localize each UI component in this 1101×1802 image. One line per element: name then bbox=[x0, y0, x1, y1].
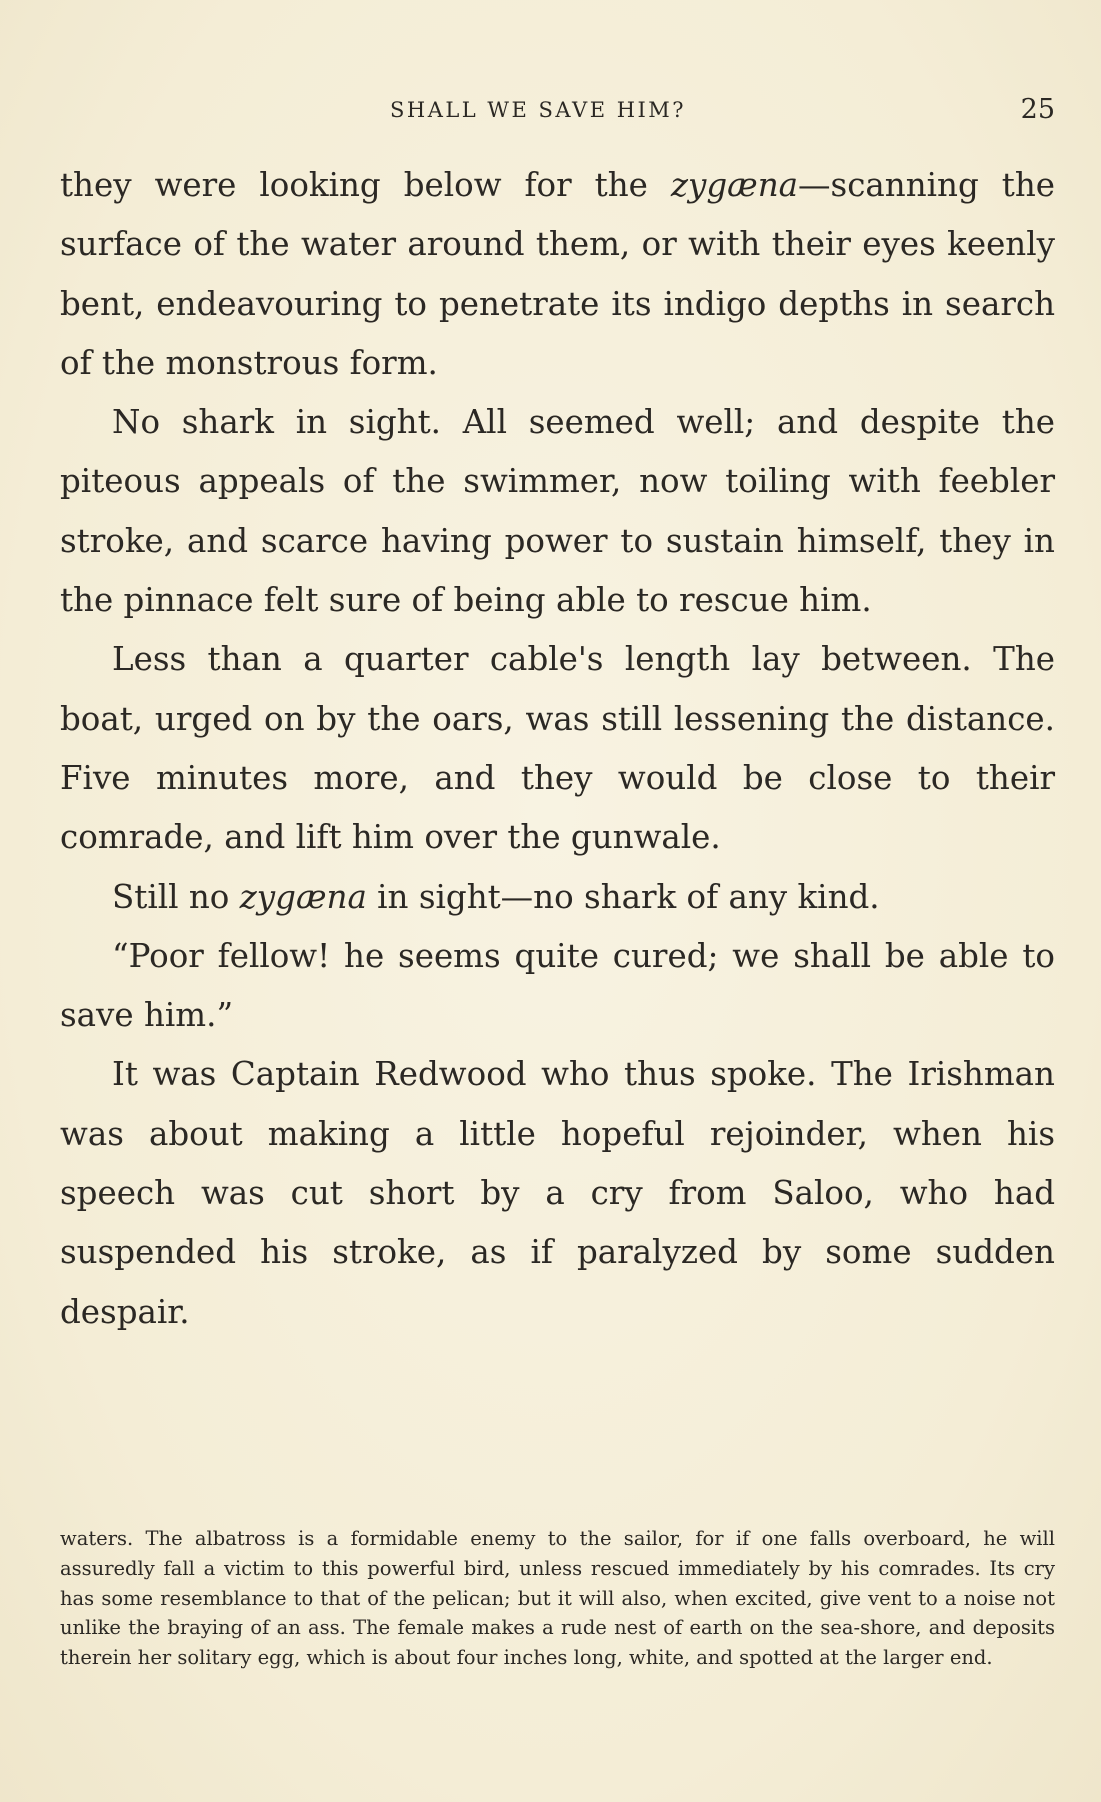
paragraph-6: It was Captain Redwood who thus spoke. The Irishman was about making a little hopeful rejoinder, when his speech was cut short by a cry from Saloo, who had suspended his stroke, as if paralyzed by some sudden despair. bbox=[60, 1055, 1055, 1331]
paragraph-2: No shark in sight. All seemed well; and despite the piteous appeals of the swimmer, now toiling with feebler stroke, and scarce having power to sustain himself, they in the pinnace felt sure of being able to rescue him. bbox=[60, 403, 1055, 620]
paragraph-1 bbox=[60, 156, 1055, 393]
paragraph-3: Less than a quarter cable's length lay between. The boat, urged on by the oars, was still lessening the distance. Five minutes more, and they would be close to their comrade, and lift him over the gunwale. bbox=[60, 640, 1055, 857]
paragraph-4-text-start: Still no bbox=[112, 877, 240, 916]
page-number: 25 bbox=[1020, 94, 1055, 125]
paragraph-5: “Poor fellow! he seems quite cured; we shall be able to save him.” bbox=[60, 936, 1055, 1035]
running-title: SHALL WE SAVE HIM? bbox=[390, 98, 687, 122]
page-header bbox=[60, 94, 1055, 130]
paragraph-1-text-end: —scanning the surface of the water around them, or with their eyes keenly bent, endeavouring to penetrate its indigo depths in search of the monstrous form. bbox=[60, 166, 1055, 382]
paragraph-1-text-start: they were looking below for the bbox=[60, 166, 671, 204]
italic-species-name: zygæna bbox=[670, 166, 799, 204]
footnote: waters. The albatross is a formidable enemy to the sailor, for if one falls overboard, he will assuredly fall a victim to this powerful bird, unless rescued immediately by his comrades. Its cry has some resemblance to that of the pelican; but it will also, when excited, give vent to a noise not unlike the braying of an ass. The female makes a rude nest of earth on the sea-shore, and deposits therein her solitary egg, which is about four inches long, white, and spotted at the larger end. bbox=[60, 1527, 1055, 1670]
paragraph-4 bbox=[60, 868, 1055, 927]
body-text bbox=[60, 156, 1055, 1342]
italic-species-name: zygæna bbox=[239, 877, 367, 916]
paragraph-4-text-end: in sight—no shark of any kind. bbox=[366, 877, 880, 916]
